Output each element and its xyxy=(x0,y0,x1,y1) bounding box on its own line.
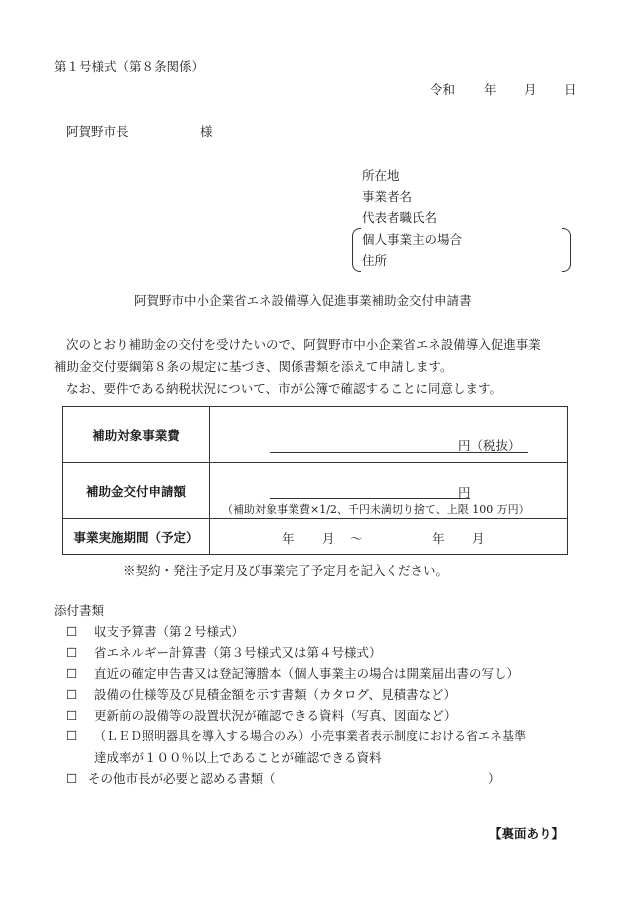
period-start-month: 月 xyxy=(322,531,335,546)
form-number: 第１号様式（第８条関係） xyxy=(54,59,205,74)
attachments-heading: 添付書類 xyxy=(54,603,105,618)
checkbox-icon[interactable]: ☐ xyxy=(66,666,78,681)
requested-amount-label: 補助金交付申請額 xyxy=(63,463,210,519)
applicant-address-label: 所在地 xyxy=(362,168,400,183)
body-line-3: なお、要件である納税状況について、市が公簿で確認することに同意します。 xyxy=(66,381,503,396)
requested-amount-underline xyxy=(270,498,470,499)
addressee-name: 阿賀野市長 xyxy=(66,124,129,139)
attachment-item-label: その他市長が必要と認める書類（ xyxy=(88,771,276,786)
attachment-item xyxy=(66,622,244,640)
checkbox-icon[interactable]: ☐ xyxy=(66,624,78,639)
attachment-item-label: （ＬＥＤ照明器具を導入する場合のみ）小売事業者表示制度における省エネ基準 xyxy=(94,729,527,743)
attachment-item-label: 省エネルギー計算書（第３号様式又は第４号様式） xyxy=(94,645,382,660)
period-end-year: 年 xyxy=(432,531,445,546)
checkbox-icon[interactable]: ☐ xyxy=(66,708,78,723)
checkbox-icon[interactable]: ☐ xyxy=(66,645,78,660)
right-bracket xyxy=(562,228,571,272)
attachment-item xyxy=(66,727,526,744)
attachment-item-label: 設備の仕様等及び見積金額を示す書類（カタログ、見積書など） xyxy=(94,687,457,702)
checkbox-icon[interactable]: ☐ xyxy=(66,771,78,786)
applicant-business-name-label: 事業者名 xyxy=(362,189,413,204)
attachment-item xyxy=(66,706,457,724)
attachment-item xyxy=(66,769,276,787)
addressee-honorific: 様 xyxy=(200,124,213,139)
body-line-2: 補助金交付要綱第８条の規定に基づき、関係書類を添えて申請します。 xyxy=(54,359,453,374)
attachment-item xyxy=(66,664,519,682)
date-era: 令和 xyxy=(430,82,456,97)
date-month-unit: 月 xyxy=(524,82,537,97)
project-cost-underline xyxy=(270,452,528,453)
date-year-unit: 年 xyxy=(484,82,497,97)
project-period-label: 事業実施期間（予定） xyxy=(63,519,210,555)
period-start-year: 年 xyxy=(282,531,295,546)
checkbox-icon[interactable]: ☐ xyxy=(66,687,78,702)
period-end-month: 月 xyxy=(472,531,485,546)
requested-amount-note: （補助対象事業費×1/2、千円未満切り捨て、上限 100 万円） xyxy=(222,503,530,516)
project-period-field[interactable] xyxy=(210,519,568,555)
project-cost-field[interactable] xyxy=(210,407,568,463)
attachment-item-label: 直近の確定申告書又は登記簿謄本（個人事業主の場合は開業届出書の写し） xyxy=(94,666,520,681)
other-documents-close-paren: ） xyxy=(488,771,501,786)
period-tilde: ～ xyxy=(350,531,363,546)
checkbox-icon[interactable]: ☐ xyxy=(66,728,78,743)
sole-proprietor-label: 個人事業主の場合 xyxy=(362,232,463,247)
table-note: ※契約・発注予定月及び事業完了予定月を記入ください。 xyxy=(123,563,449,578)
document-title: 阿賀野市中小企業省エネ設備導入促進事業補助金交付申請書 xyxy=(134,293,472,308)
left-bracket xyxy=(352,228,361,272)
attachment-item-label: 収支予算書（第２号様式） xyxy=(94,624,245,639)
project-cost-label: 補助対象事業費 xyxy=(63,407,210,463)
attachment-item xyxy=(66,643,382,661)
table-row-project-period xyxy=(63,519,568,555)
attachment-item-continuation: 達成率が１００％以上であることが確認できる資料 xyxy=(94,750,382,765)
date-day-unit: 日 xyxy=(564,82,577,97)
footer-note: 【裏面あり】 xyxy=(489,826,565,841)
application-table xyxy=(62,406,568,555)
table-row-project-cost xyxy=(63,407,568,463)
table-row-requested-amount xyxy=(63,463,568,519)
requested-amount-field[interactable] xyxy=(210,463,568,519)
sole-proprietor-address-label: 住所 xyxy=(362,253,388,268)
attachment-item xyxy=(66,685,456,703)
requested-amount-unit: 円 xyxy=(458,485,471,500)
project-cost-unit: 円（税抜） xyxy=(458,438,521,453)
body-line-1: 次のとおり補助金の交付を受けたいので、阿賀野市中小企業省エネ設備導入促進事業 xyxy=(66,337,541,352)
attachment-item-label: 更新前の設備等の設置状況が確認できる資料（写真、図面など） xyxy=(94,708,457,723)
applicant-representative-label: 代表者職氏名 xyxy=(362,210,438,225)
